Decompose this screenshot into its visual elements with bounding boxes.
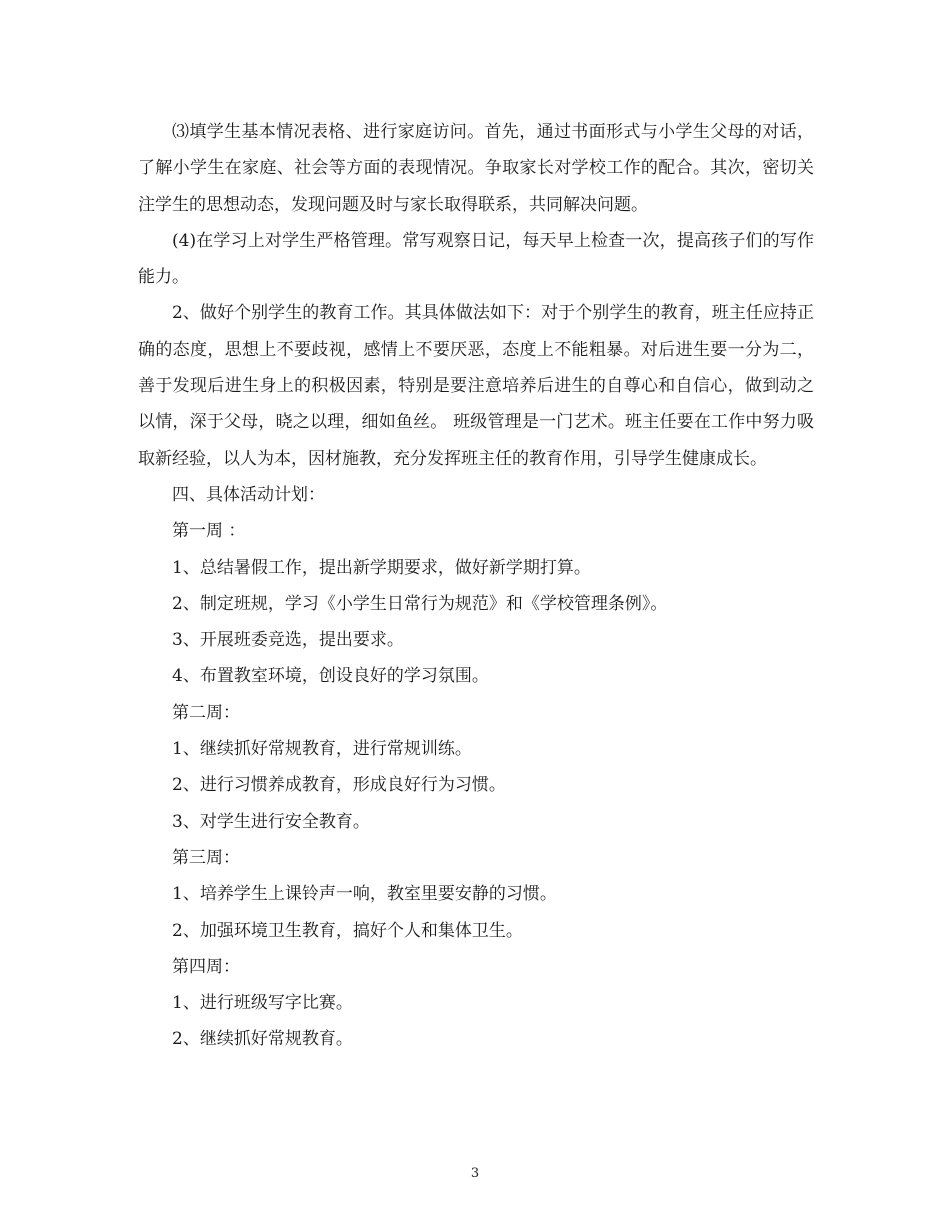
week-4-title: 第四周： — [172, 956, 240, 977]
week-3-item-2: 2、加强环境卫生教育，搞好个人和集体卫生。 — [172, 920, 523, 941]
document-body — [138, 114, 814, 1058]
week-3-item-1: 1、培养学生上课铃声一响，教室里要安静的习惯。 — [172, 884, 557, 905]
week-4-item-2: 2、继续抓好常规教育。 — [172, 1029, 353, 1050]
page-number: 3 — [470, 1166, 480, 1181]
week-2-title: 第二周： — [172, 702, 240, 723]
week-1-item-3: 3、开展班委竞选，提出要求。 — [172, 630, 404, 651]
paragraph-individual-education: 2、做好个别学生的教育工作。其具体做法如下：对于个别学生的教育，班主任应持正确的态度，思想上不要歧视，感情上不要厌恶，态度上不能粗暴。对后进生要一分为二，善于发现后进生身上的积极因素，特别是要注意培养后进生的自尊心和自信心，做到动之以情，深于父母，晓之以理，细如鱼丝。 班级管理是一门艺术。班主任要在工作中努力吸取新经验，以人为本，因材施教，充分发挥班主任的教育作用，引导学生健康成长。 — [138, 303, 814, 469]
week-1-item-2: 2、制定班规，学习《小学生日常行为规范》和《学校管理条例》。 — [172, 593, 668, 614]
paragraph-study-management: (4)在学习上对学生严格管理。常写观察日记，每天早上检查一次，提高孩子们的写作能力。 — [138, 230, 814, 288]
week-4-item-1: 1、进行班级写字比赛。 — [172, 993, 353, 1014]
section-heading-activity-plan: 四、具体活动计划： — [172, 484, 325, 505]
week-1-title: 第一周 ： — [172, 521, 246, 542]
week-2-item-2: 2、进行习惯养成教育，形成良好行为习惯。 — [172, 775, 506, 796]
week-3-title: 第三周： — [172, 847, 240, 868]
paragraph-family-visit: ⑶填学生基本情况表格、进行家庭访问。首先，通过书面形式与小学生父母的对话，了解小学生在家庭、社会等方面的表现情况。争取家长对学校工作的配合。其次，密切关注学生的思想动态，发现问题及时与家长取得联系，共同解决问题。 — [138, 122, 814, 215]
week-2-item-3: 3、对学生进行安全教育。 — [172, 811, 370, 832]
week-2-item-1: 1、继续抓好常规教育，进行常规训练。 — [172, 739, 472, 760]
week-1-item-1: 1、总结暑假工作，提出新学期要求，做好新学期打算。 — [172, 557, 591, 578]
week-1-item-4: 4、布置教室环境，创设良好的学习氛围。 — [172, 666, 489, 687]
